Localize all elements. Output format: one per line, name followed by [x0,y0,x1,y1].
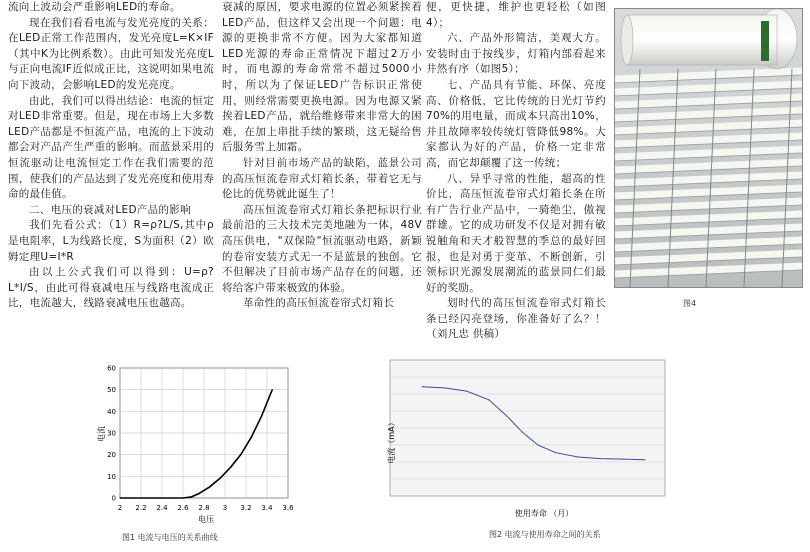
data-point [198,493,199,494]
paragraph: 针对目前市场产品的缺陷，蓝景公司的高压恒流卷帘式灯箱长条，带着它无与伦比的优势就此诞生了！ [222,156,422,201]
paragraph: 流向上波动会严重影响LED的寿命。 [8,1,181,13]
data-point [522,432,523,433]
data-point [466,391,467,392]
data-point [140,497,141,498]
paragraph: 由此，我们可以得出结论：电流的恒定对LED非常重要。但是，现在市场上大多数LED产品都是不恒流产品，电流的上下波动都会对产品产生严重的影响。而蓝景采用的恒流驱动让电流恒定工作在我们需要的范围，使我们的产品达到了发光亮度和使用寿命的最佳值。 [8,94,214,201]
data-point [191,496,192,497]
y-tick-label: 10 [107,472,116,481]
data-point [645,459,646,460]
chart1-caption: 图1 电流与电压的关系曲线 [122,533,218,542]
y-axis-label: 电流（mA） [387,418,396,464]
paragraph: 革命性的高压恒流卷帘式灯箱长 [243,297,395,310]
paragraph: 由以上公式我们可以得到：U=ρ?L*I/S，由此可得衰减电压与线路电流成正比，电流越大，线路衰减电压也越高。 [8,266,214,310]
paragraph: 划时代的高压恒流卷帘式灯箱长条已经闪亮登场，你准备好了么？！（刘凡忠 供稿） [426,297,606,341]
data-point [240,454,241,455]
x-tick-label: 3 [222,504,228,512]
y-tick-label: 60 [107,364,116,373]
iv-curve-chart [97,360,300,532]
section-heading: 二、电压的衰减对LED产品的影响 [29,203,191,216]
text-column-3 [426,0,606,343]
paragraph: 高压恒流卷帘式灯箱长条把标识行业最前沿的三大技术完美地融为一体，48V高压供电，"双保险"恒流驱动电路，新颖的卷帘安装方式无一不是蓝景的独创。它不但解决了目前市场产品存在的问题，还将给客户带来极致的体验。 [222,203,422,294]
y-tick-label: 30 [107,429,116,438]
x-tick-label: 3.6 [282,504,294,512]
data-point [209,487,210,488]
data-point [251,437,252,438]
x-tick-label: 2.2 [135,504,147,512]
current-lifetime-chart [380,356,670,526]
photo-caption: 图4 [683,299,697,308]
data-point [537,445,538,446]
data-point [422,386,423,387]
paragraph: 现在我们看看电流与发光亮度的关系：在LED正常工作范围内，发光亮度L=K×IF（其中K为比例系数）。由此可知发光亮度L与正向电流IF近似成正比，这说明如果电流向下波动，会影响LED的发光亮度。 [8,16,214,91]
data-point [555,452,556,453]
paragraph: 八、异乎寻常的性能，超高的性价比，高压恒流卷帘式灯箱长条在所有广告行业产品中，一骑绝尘，傲视群雄。它的成功研发不仅是对拥有敏锐触角和天才般智慧的季总的最好回报，也是对勇于变革、不断创新，引领标识光源发展潮流的蓝景同仁们最好的奖励。 [426,172,606,294]
text-column-2 [222,0,422,312]
data-point [182,497,183,498]
data-point [506,415,507,416]
led-lightbox-photo [614,8,803,288]
y-axis-label: 电流 [97,426,106,442]
paragraph: 六、产品外形简洁，美观大方。安装时由于按线步，灯箱内部看起来井然有序（如图5）； [426,32,606,76]
paragraph: 衰减的原因，要求电源的位置必须紧挨着LED产品，但这样又会出现一个问题：电源的更换非常不方便。因为大家都知道LED光源的寿命正常情况下超过2万小时，而电源的寿命常常不超过5000小时，所以为了保证LED广告标识正常使用，则经常需要更换电源。因为电源又紧挨着LED产品，就给维修带来非常大的困难，在加上串批手续的繁琐，这无疑给售后服务雪上加霜。 [222,1,422,154]
x-tick-label: 3.4 [261,504,273,512]
paragraph: 便，更快捷，维护也更轻松（如图4）； [426,1,606,29]
data-point [119,497,120,498]
data-point [600,458,601,459]
x-tick-label: 2.6 [177,504,189,512]
y-tick-label: 40 [107,407,116,416]
y-tick-label: 0 [111,494,116,503]
paragraph: 我们先看公式：（1）R=ρ?L/S,其中ρ是电阻率，L为线路长度，S为面积（2）欧姆定理U=I*R [8,219,214,263]
y-tick-label: 50 [107,386,116,395]
x-axis-label: 使用寿命 （月） [514,509,574,518]
data-point [578,457,579,458]
x-tick-label: 2 [117,504,123,512]
data-point [219,478,220,479]
x-tick-label: 2.8 [198,504,210,512]
data-point [622,459,623,460]
data-point [230,467,231,468]
x-tick-label: 2.4 [156,504,168,512]
y-tick-label: 20 [107,451,116,460]
x-axis-label: 电压 [198,515,214,524]
data-point [161,497,162,498]
data-point [261,415,262,416]
data-point [272,389,273,390]
chart2-caption: 图2 电流与使用寿命之间的关系 [489,530,601,539]
data-point [444,387,445,388]
text-column-1 [8,0,214,312]
data-point [488,399,489,400]
x-tick-label: 3.2 [240,504,252,512]
paragraph: 七、产品具有节能、环保、亮度高、价格低，它比传统的日光灯节约70%的用电量，而成本只高出10%，并且故障率较传统灯管降低98%。大家都认为好的产品，价格一定非常高，而它却颠覆了这一传统； [426,78,606,169]
